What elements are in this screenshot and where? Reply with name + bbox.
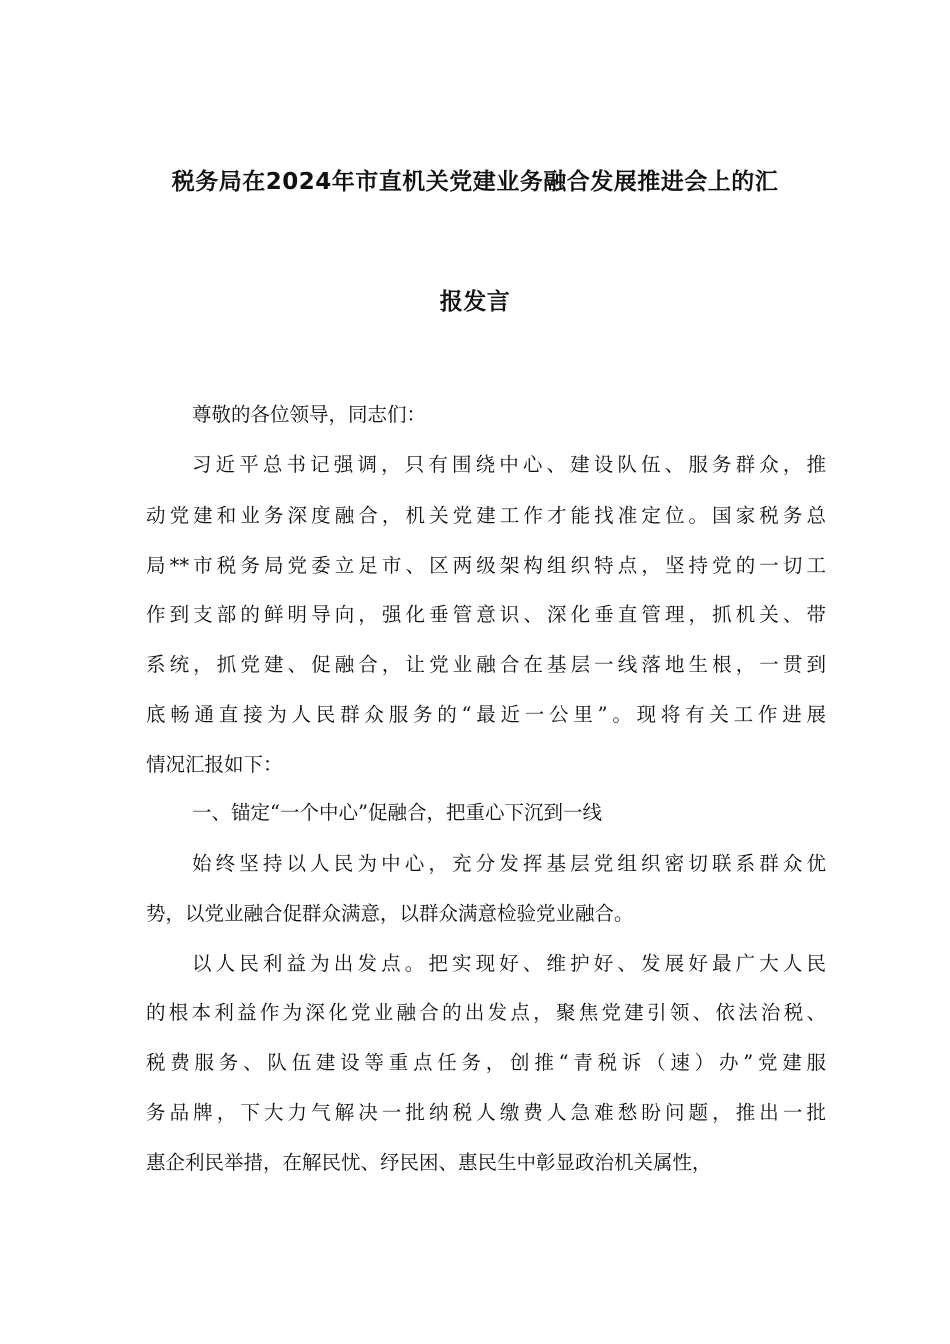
paragraph-line: 惠企利民举措，在解民忧、纾民困、惠民生中彰显政治机关属性， — [146, 1151, 712, 1174]
document-title-line-2: 报发言 — [439, 289, 511, 315]
paragraph-line: 系统，抓党建、促融合，让党业融合在基层一线落地生根，一贯到 — [146, 653, 826, 676]
paragraph-line: 情况汇报如下： — [146, 753, 283, 776]
section-heading: 一、锚定“一个中心”促融合，把重心下沉到一线 — [192, 801, 602, 824]
paragraph-line: 始终坚持以人民为中心，充分发挥基层党组织密切联系群众优 — [192, 852, 826, 875]
paragraph-line: 局**市税务局党委立足市、区两级架构组织特点，坚持党的一切工 — [146, 554, 826, 577]
paragraph-line: 的根本利益作为深化党业融合的出发点，聚焦党建引领、依法治税、 — [146, 1001, 826, 1024]
paragraph-line: 习近平总书记强调，只有围绕中心、建设队伍、服务群众，推 — [192, 453, 826, 476]
paragraph-line: 作到支部的鲜明导向，强化垂管意识、深化垂直管理，抓机关、带 — [146, 603, 826, 626]
paragraph-line: 以人民利益为出发点。把实现好、维护好、发展好最广大人民 — [192, 952, 826, 975]
paragraph-line: 底畅通直接为人民群众服务的“最近一公里”。现将有关工作进展 — [146, 703, 826, 726]
paragraph-line: 税费服务、队伍建设等重点任务，创推“青税诉（速）办”党建服 — [146, 1051, 826, 1074]
paragraph-line: 势，以党业融合促群众满意，以群众满意检验党业融合。 — [146, 902, 634, 925]
document-title-line-1: 税务局在2024年市直机关党建业务融合发展推进会上的汇 — [171, 169, 779, 195]
paragraph-line: 动党建和业务深度融合，机关党建工作才能找准定位。国家税务总 — [146, 504, 826, 527]
paragraph-line: 务品牌，下大力气解决一批纳税人缴费人急难愁盼问题，推出一批 — [146, 1101, 826, 1124]
salutation: 尊敬的各位领导，同志们： — [192, 403, 427, 426]
